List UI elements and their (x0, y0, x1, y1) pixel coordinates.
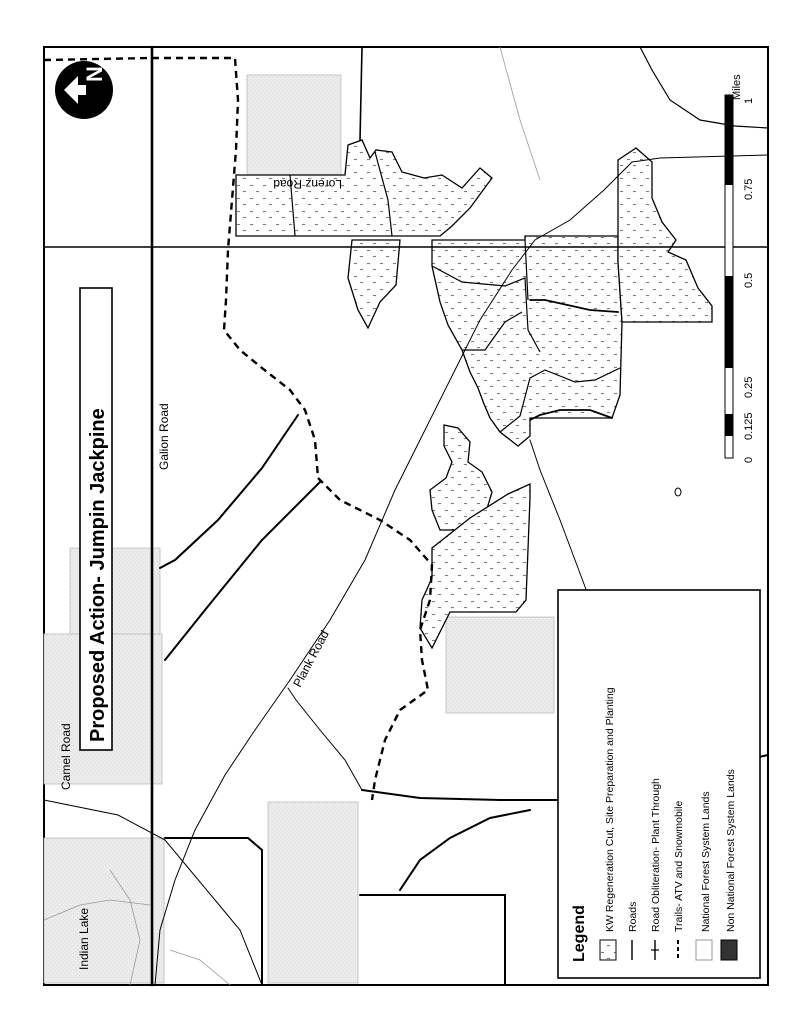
label-plank-road: Plank Road (290, 628, 332, 690)
label-indian-lake: Indian Lake (77, 907, 91, 970)
label-lorenz-road: Lorenz Road (273, 177, 342, 191)
dark-box-icon (721, 940, 737, 960)
scale-tick-0: 0 (743, 456, 755, 463)
white-box-icon (696, 940, 712, 960)
north-arrow-letter: N (82, 66, 107, 82)
scale-tick-0125: 0.125 (743, 412, 755, 440)
scale-unit: Miles (731, 74, 743, 100)
scale-tick-05: 0.5 (743, 272, 755, 288)
dotted-polygon-icon (600, 940, 616, 960)
parcel-gray-4 (446, 617, 554, 713)
map-title: Proposed Action- Jumpin Jackpine (87, 408, 109, 742)
legend-label-nfs: National Forest System Lands (700, 791, 712, 932)
legend-title: Legend (571, 905, 588, 962)
label-galion-road: Galion Road (157, 403, 171, 470)
scale-tick-025: 0.25 (743, 376, 755, 398)
legend-label-kw: KW Regeneration Cut, Site Preparation and Planting (604, 687, 616, 932)
legend (558, 590, 760, 978)
parcel-gray-6 (44, 838, 164, 983)
title-box (80, 288, 112, 750)
north-arrow-icon (55, 61, 113, 119)
parcel-gray-5 (268, 802, 358, 983)
legend-label-non-nfs: Non National Forest System Lands (725, 769, 737, 932)
label-camel-road: Camel Road (59, 723, 73, 790)
scale-tick-1: 1 (743, 97, 755, 104)
legend-label-obliteration: Road Obliteration- Plant Through (650, 778, 662, 932)
scale-tick-075: 0.75 (743, 178, 755, 200)
parcel-gray-1 (247, 75, 341, 175)
legend-label-roads: Roads (627, 901, 639, 932)
legend-label-trails: Trails- ATV and Snowmobile (673, 800, 685, 932)
